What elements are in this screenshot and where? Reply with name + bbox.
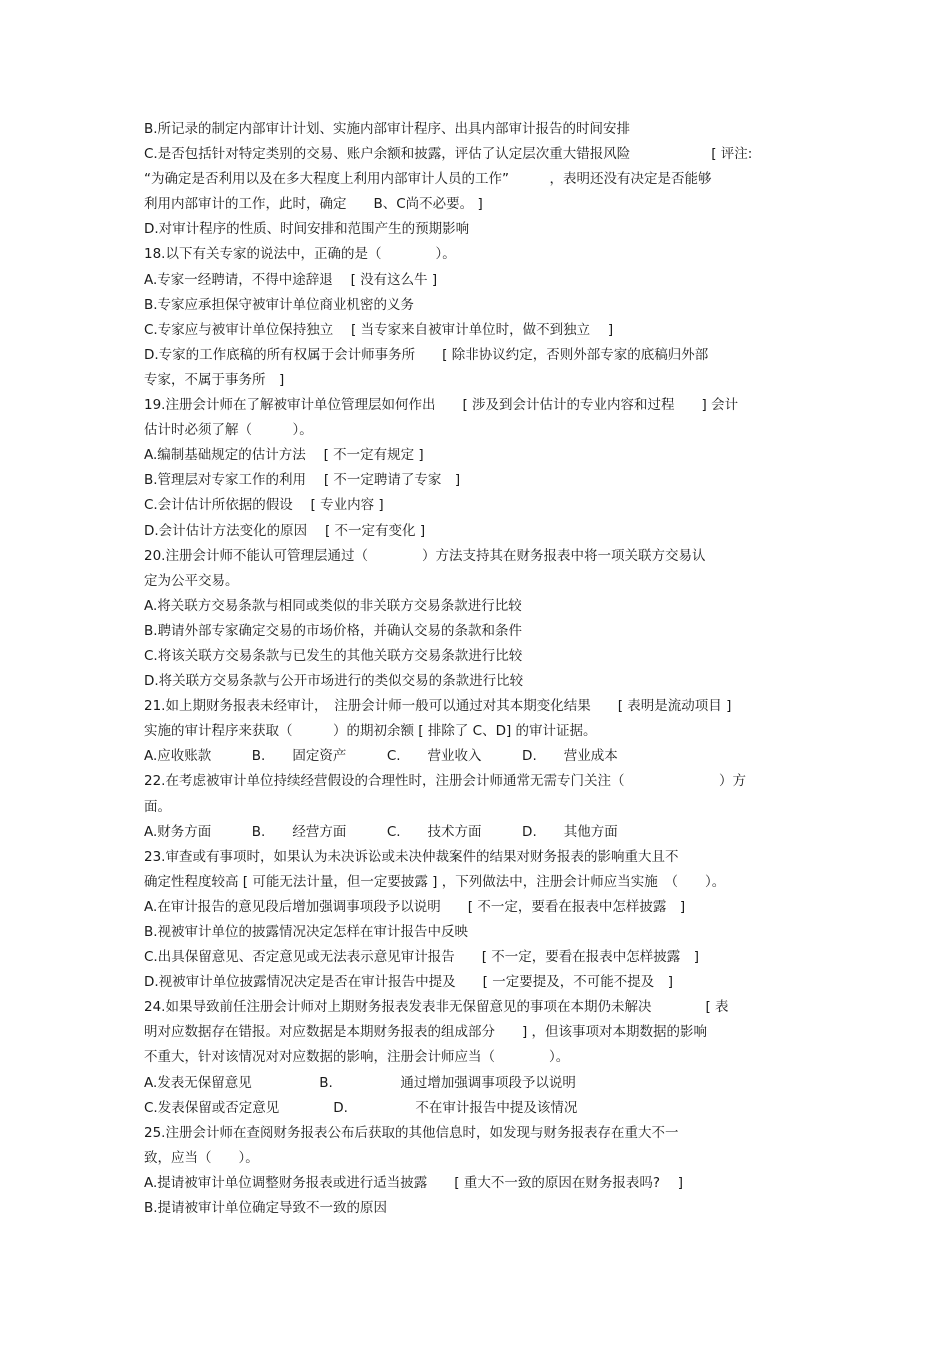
- text-line: 明对应数据存在错报。对应数据是本期财务报表的组成部分 ] ，但该事项对本期数据的影响: [144, 1024, 708, 1041]
- option-b: B.管理层对专家工作的利用 [ 不一定聘请了专家 ]: [144, 472, 461, 489]
- option-a: A.在审计报告的意见段后增加强调事项段予以说明 [ 不一定，要看在报表中怎样披露 ]: [144, 898, 686, 915]
- text-line: 不重大，针对该情况对对应数据的影响，注册会计师应当（ ）。: [144, 1049, 570, 1066]
- question-18: 18.以下有关专家的说法中，正确的是（ ）。: [144, 246, 456, 263]
- option-c: C.出具保留意见、否定意见或无法表示意见审计报告 [ 不一定，要看在报表中怎样披露 ]: [144, 949, 700, 966]
- option-b: B.专家应承担保守被审计单位商业机密的义务: [144, 296, 415, 313]
- question-24: 24.如果导致前任注册会计师对上期财务报表发表非无保留意见的事项在本期仍未解决 [ 表: [144, 999, 729, 1016]
- options-row: C.发表保留或否定意见 D. 不在审计报告中提及该情况: [144, 1099, 578, 1116]
- options-row: A.应收账款 B. 固定资产 C. 营业收入 D. 营业成本: [144, 748, 618, 765]
- option-b: B.提请被审计单位确定导致不一致的原因: [144, 1200, 388, 1217]
- option-c: C.将该关联方交易条款与已发生的其他关联方交易条款进行比较: [144, 647, 523, 664]
- text-line: 致，应当（ ）。: [144, 1149, 259, 1166]
- option-b: B.视被审计单位的披露情况决定怎样在审计报告中反映: [144, 924, 469, 940]
- option-a: A.将关联方交易条款与相同或类似的非关联方交易条款进行比较: [144, 597, 522, 614]
- option-d: D.视被审计单位披露情况决定是否在审计报告中提及 [ 一定要提及，不可能不提及 ]: [144, 974, 674, 991]
- question-25: 25.注册会计师在查阅财务报表公布后获取的其他信息时，如发现与财务报表存在重大不一: [144, 1124, 679, 1141]
- option-d: D.将关联方交易条款与公开市场进行的类似交易的条款进行比较: [144, 673, 524, 690]
- text-line: 面。: [144, 798, 171, 815]
- text-line: 确定性程度较高 [ 可能无法计量，但一定要披露 ] ，下列做法中，注册会计师应当实施 （ ）。: [144, 873, 726, 890]
- text-line: D.对审计程序的性质、时间安排和范围产生的预期影响: [144, 221, 470, 238]
- options-row: A.财务方面 B. 经营方面 C. 技术方面 D. 其他方面: [144, 823, 618, 840]
- options-row: A.发表无保留意见 B. 通过增加强调事项段予以说明: [144, 1074, 576, 1091]
- question-20: 20.注册会计师不能认可管理层通过（ ）方法支持其在财务报表中将一项关联方交易认: [144, 547, 706, 564]
- option-b: B.聘请外部专家确定交易的市场价格，并确认交易的条款和条件: [144, 622, 523, 639]
- text-line: 定为公平交易。: [144, 572, 239, 589]
- option-c: C.会计估计所依据的假设 [ 专业内容 ]: [144, 497, 384, 514]
- text-line: C.是否包括针对特定类别的交易、账户余额和披露，评估了认定层次重大错报风险 [ 评注:: [144, 146, 753, 163]
- option-a: A.编制基础规定的估计方法 [ 不一定有规定 ]: [144, 447, 424, 464]
- question-23: 23.审查或有事项时，如果认为未决诉讼或未决仲裁案件的结果对财务报表的影响重大且不: [144, 848, 679, 865]
- option-d: D.会计估计方法变化的原因 [ 不一定有变化 ]: [144, 522, 426, 539]
- text-line: 利用内部审计的工作，此时，确定 B、C尚不必要。 ]: [144, 196, 483, 213]
- text-line: “为确定是否利用以及在多大程度上利用内部审计人员的工作” ，表明还没有决定是否能够: [144, 171, 712, 188]
- question-22: 22.在考虑被审计单位持续经营假设的合理性时，注册会计师通常无需专门关注（ ）方: [144, 773, 746, 790]
- question-21: 21.如上期财务报表未经审计， 注册会计师一般可以通过对其本期变化结果 [ 表明是流动项目 ]: [144, 698, 732, 715]
- question-19: 19.注册会计师在了解被审计单位管理层如何作出 [ 涉及到会计估计的专业内容和过程 ] 会计: [144, 397, 739, 414]
- text-line: 估计时必须了解（ ）。: [144, 422, 313, 439]
- text-line: 专家，不属于事务所 ]: [144, 371, 285, 388]
- option-a: A.提请被审计单位调整财务报表或进行适当披露 [ 重大不一致的原因在财务报表吗? ]: [144, 1174, 684, 1191]
- option-c: C.专家应与被审计单位保持独立 [ 当专家来自被审计单位时，做不到独立 ]: [144, 321, 614, 338]
- text-line: B.所记录的制定内部审计计划、实施内部审计程序、出具内部审计报告的时间安排: [144, 121, 631, 137]
- document-body: [144, 117, 814, 1221]
- text-line: 实施的审计程序来获取（ ）的期初余额 [ 排除了 C、D] 的审计证据。: [144, 723, 597, 740]
- option-a: A.专家一经聘请，不得中途辞退 [ 没有这么牛 ]: [144, 271, 438, 288]
- option-d: D.专家的工作底稿的所有权属于会计师事务所 [ 除非协议约定，否则外部专家的底稿归外部: [144, 346, 709, 363]
